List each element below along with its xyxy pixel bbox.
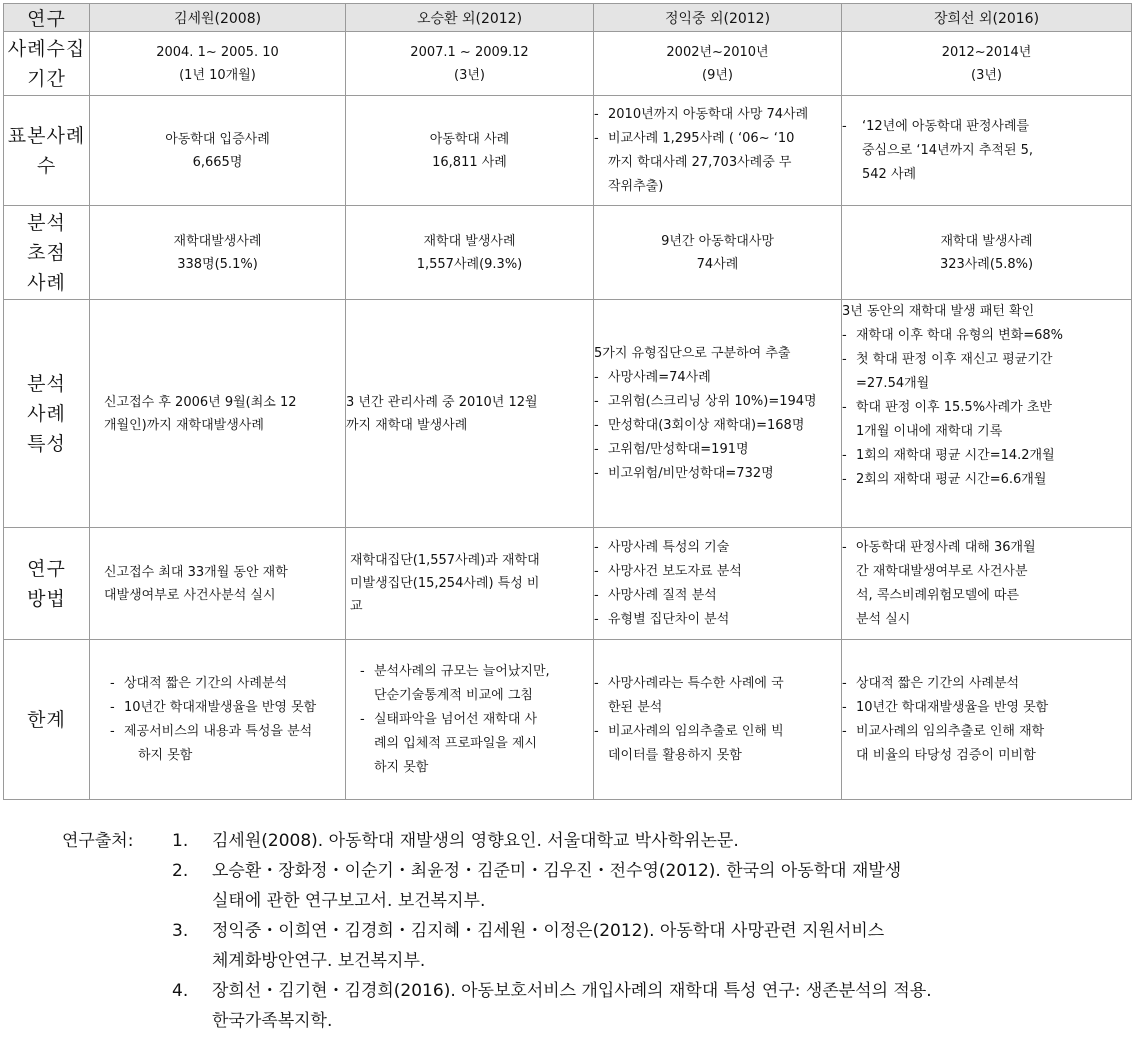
list-item: - 상대적 짧은 기간의 사례분석 — [110, 672, 345, 696]
list-item: - 재학대 이후 학대 유형의 변화=68% — [842, 324, 1131, 348]
sample-oh: 아동학대 사례 16,811 사례 — [346, 96, 594, 206]
row-label-limits: 한계 — [4, 640, 90, 800]
list-item: - 실태파악을 넘어선 재학대 사 례의 입체적 프로파일을 제시 하지 못함 — [360, 708, 593, 780]
references: 연구출처: 1. 김세원(2008). 아동학대 재발생의 영향요인. 서울대학교 박사학위논문. 2. 오승환・장화정・이순기・최윤정・김준미・김우진・전수영(2012). 한국의 아동학대 재발생 실태에 관한 연구보고서. 보건복지부. 3. 정익중・이희연・김경희・김지혜・김세원・이정은(2012). 아동학대 사망관련 지원서비스 체계화방안연구. 보건복지부. 4. 장희선・김기현・김경희(2016). 아동보호서비스 개입사례의 재학대 특성 연구: 생존분석의 적용. 한국가족복지학. — [62, 826, 1117, 1036]
focus-kim: 재학대발생사례 338명(5.1%) — [90, 206, 346, 300]
row-label-focus: 분석 초점 사례 — [4, 206, 90, 300]
method-kim: 신고접수 최대 33개월 동안 재학 대발생여부로 사건사분석 실시 — [90, 528, 346, 640]
reference-item-4: 4. 장희선・김기현・김경희(2016). 아동보호서비스 개입사례의 재학대 특성 연구: 생존분석의 적용. — [172, 981, 932, 1001]
list-item: - ‘12년에 아동학대 판정사례를 중심으로 ‘14년까지 추적된 5, 542 사례 — [842, 115, 1131, 187]
row-label-method: 연구 방법 — [4, 528, 90, 640]
reference-item-3: 3. 정익중・이희연・김경희・김지혜・김세원・이정은(2012). 아동학대 사망관련 지원서비스 — [172, 921, 885, 941]
list-item: - 1회의 재학대 평균 시간=14.2개월 — [842, 444, 1131, 468]
list-item: - 아동학대 판정사례 대해 36개월 간 재학대발생여부로 사건사분 석, 콕스비례위험모델에 따른 분석 실시 — [842, 536, 1131, 632]
list-item: - 비교사례의 임의추출로 인해 빅 데이터를 활용하지 못함 — [594, 720, 841, 768]
list-item: - 분석사례의 규모는 늘어났지만, 단순기술통계적 비교에 그침 — [360, 660, 593, 708]
row-label-period: 사례수집 기간 — [4, 32, 90, 96]
row-label-traits: 분석 사례 특성 — [4, 300, 90, 528]
method-jang — [842, 528, 1132, 640]
list-item: - 사망사건 보도자료 분석 — [594, 560, 841, 584]
row-traits — [4, 300, 1132, 528]
header-kim-2008: 김세원(2008) — [90, 4, 346, 32]
list-item: - 학대 판정 이후 15.5%사례가 초반 1개월 이내에 재학대 기록 — [842, 396, 1131, 444]
traits-oh: 3 년간 관리사례 중 2010년 12월 까지 재학대 발생사례 — [346, 300, 594, 528]
limits-jung — [594, 640, 842, 800]
traits-kim: 신고접수 후 2006년 9월(최소 12 개월인)까지 재학대발생사례 — [90, 300, 346, 528]
list-item: - 사망사례라는 특수한 사례에 국 한된 분석 — [594, 672, 841, 720]
list-item: - 비교사례의 임의추출로 인해 재학 대 비율의 타당성 검증이 미비함 — [842, 720, 1131, 768]
header-study: 연구 — [4, 4, 90, 32]
list-item: - 사망사례 특성의 기술 — [594, 536, 841, 560]
row-focus — [4, 206, 1132, 300]
list-item: - 사망사례 질적 분석 — [594, 584, 841, 608]
sample-kim: 아동학대 입증사례 6,665명 — [90, 96, 346, 206]
limits-kim — [90, 640, 346, 800]
sample-jang — [842, 96, 1132, 206]
header-row — [4, 4, 1132, 32]
period-jung: 2002년~2010년 (9년) — [594, 32, 842, 96]
row-method — [4, 528, 1132, 640]
focus-jung: 9년간 아동학대사망 74사례 — [594, 206, 842, 300]
header-oh-2012: 오승환 외(2012) — [346, 4, 594, 32]
list-item: - 만성학대(3회이상 재학대)=168명 — [594, 414, 841, 438]
list-item: - 상대적 짧은 기간의 사례분석 — [842, 672, 1131, 696]
traits-jang: 3년 동안의 재학대 발생 패턴 확인 - 재학대 이후 학대 유형의 변화=68% - 첫 학대 판정 이후 재신고 평균기간 =27.54개월 - 학대 판정 이후 15.5%사례가 초반 1개월 이내에 재학대 기록 - 1회의 재학대 평균 시간=14.2개월 - 2회의 재학대 평균 시간=6.6개월 — [842, 300, 1132, 528]
list-item: - 첫 학대 판정 이후 재신고 평균기간 =27.54개월 — [842, 348, 1131, 396]
reference-item-2: 2. 오승환・장화정・이순기・최윤정・김준미・김우진・전수영(2012). 한국의 아동학대 재발생 — [172, 861, 902, 881]
references-label: 연구출처: — [62, 831, 134, 851]
period-oh: 2007.1 ~ 2009.12 (3년) — [346, 32, 594, 96]
list-item: - 제공서비스의 내용과 특성을 분석 하지 못함 — [110, 720, 345, 768]
period-jang: 2012~2014년 (3년) — [842, 32, 1132, 96]
row-limits — [4, 640, 1132, 800]
list-item: - 고위험/만성학대=191명 — [594, 438, 841, 462]
limits-oh — [346, 640, 594, 800]
row-sample — [4, 96, 1132, 206]
limits-jang — [842, 640, 1132, 800]
comparison-table — [3, 3, 1132, 800]
header-jang-2016: 장희선 외(2016) — [842, 4, 1132, 32]
traits-jung: 5가지 유형집단으로 구분하여 추출 - 사망사례=74사례 - 고위험(스크리닝 상위 10%)=194명 - 만성학대(3회이상 재학대)=168명 - 고위험/만성학대=191명 - 비고위험/비만성학대=732명 — [594, 300, 842, 528]
header-jung-2012: 정익중 외(2012) — [594, 4, 842, 32]
reference-item-1: 연구출처: 1. 김세원(2008). 아동학대 재발생의 영향요인. 서울대학교 박사학위논문. — [62, 826, 1117, 856]
sample-jung — [594, 96, 842, 206]
list-item: - 유형별 집단차이 분석 — [594, 608, 841, 632]
list-item: - 2010년까지 아동학대 사망 74사례 — [594, 103, 841, 127]
row-period — [4, 32, 1132, 96]
list-item: - 비교사례 1,295사례 ( ‘06~ ‘10 까지 학대사례 27,703사례중 무 작위추출) — [594, 127, 841, 199]
list-item: - 2회의 재학대 평균 시간=6.6개월 — [842, 468, 1131, 492]
method-jung — [594, 528, 842, 640]
row-label-sample: 표본사례 수 — [4, 96, 90, 206]
list-item: - 고위험(스크리닝 상위 10%)=194명 — [594, 390, 841, 414]
method-oh: 재학대집단(1,557사례)과 재학대 미발생집단(15,254사례) 특성 비 교 — [346, 528, 594, 640]
period-kim: 2004. 1~ 2005. 10 (1년 10개월) — [90, 32, 346, 96]
list-item: - 10년간 학대재발생율을 반영 못함 — [842, 696, 1131, 720]
list-item: - 10년간 학대재발생율을 반영 못함 — [110, 696, 345, 720]
list-item: - 비고위험/비만성학대=732명 — [594, 462, 841, 486]
focus-jang: 재학대 발생사례 323사례(5.8%) — [842, 206, 1132, 300]
focus-oh: 재학대 발생사례 1,557사례(9.3%) — [346, 206, 594, 300]
list-item: - 사망사례=74사례 — [594, 366, 841, 390]
